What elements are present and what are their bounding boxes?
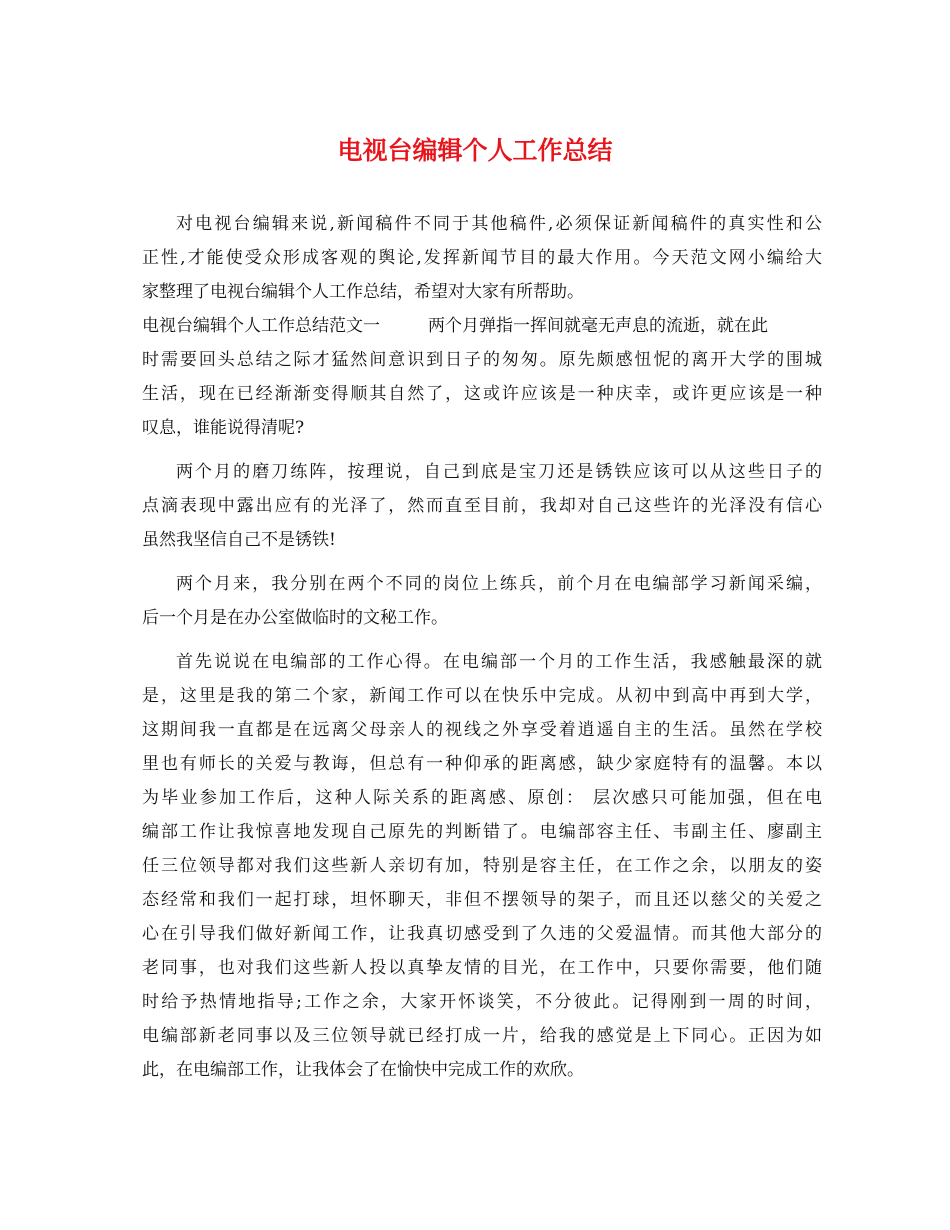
paragraph-line: 生活，现在已经渐渐变得顺其自然了，这或许应该是一种庆幸，或许更应该是一种: [142, 384, 822, 404]
paragraph-line: 点滴表现中露出应有的光泽了，然而直至目前，我却对自己这些许的光泽没有信心: [142, 496, 822, 516]
paragraph-line: 任三位领导都对我们这些新人亲切有加，特别是容主任，在工作之余，以朋友的姿: [142, 856, 822, 876]
paragraph-line: 此，在电编部工作，让我体会了在愉快中完成工作的欢欣。: [142, 1060, 584, 1080]
paragraph-line: 电编部新老同事以及三位领导就已经打成一片，给我的感觉是上下同心。正因为如: [142, 1026, 822, 1046]
paragraph-line: 里也有师长的关爱与教诲，但总有一种仰承的距离感，缺少家庭特有的温馨。本以: [142, 754, 822, 774]
section-text: 两个月弹指一挥间就毫无声息的流逝，就在此: [428, 316, 768, 336]
paragraph-line: 编部工作让我惊喜地发现自己原先的判断错了。电编部容主任、韦副主任、廖副主: [142, 822, 822, 842]
paragraph-line: 叹息，谁能说得清呢?: [142, 418, 305, 438]
paragraph-line: 家整理了电视台编辑个人工作总结，希望对大家有所帮助。: [142, 282, 584, 302]
paragraph-line: 虽然我坚信自己不是锈铁!: [142, 530, 336, 550]
paragraph-line: 正性,才能使受众形成客观的舆论,发挥新闻节目的最大作用。今天范文网小编给大: [142, 248, 822, 268]
paragraph-line: 对电视台编辑来说,新闻稿件不同于其他稿件,必须保证新闻稿件的真实性和公: [176, 214, 822, 234]
paragraph-line: 首先说说在电编部的工作心得。在电编部一个月的工作生活，我感触最深的就: [176, 652, 822, 672]
paragraph-line: 态经常和我们一起打球，坦怀聊天，非但不摆领导的架子，而且还以慈父的关爱之: [142, 890, 822, 910]
paragraph-line: 心在引导我们做好新闻工作，让我真切感受到了久违的父爱温情。而其他大部分的: [142, 924, 822, 944]
paragraph-line: 为毕业参加工作后，这种人际关系的距离感、原创： 层次感只可能加强，但在电: [142, 788, 822, 808]
paragraph-line: 老同事，也对我们这些新人投以真挚友情的目光，在工作中，只要你需要，他们随: [142, 958, 822, 978]
paragraph-line: [142, 309, 822, 343]
paragraph-line: 是，这里是我的第二个家，新闻工作可以在快乐中完成。从初中到高中再到大学，: [142, 686, 822, 706]
section-heading: 电视台编辑个人工作总结范文一: [142, 316, 380, 336]
paragraph-line: 两个月的磨刀练阵，按理说，自己到底是宝刀还是锈铁应该可以从这些日子的: [176, 462, 822, 482]
paragraph-line: 时给予热情地指导;工作之余，大家开怀谈笑，不分彼此。记得刚到一周的时间，: [142, 992, 822, 1012]
paragraph-line: 这期间我一直都是在远离父母亲人的视线之外享受着逍遥自主的生活。虽然在学校: [142, 720, 822, 740]
document-title: 电视台编辑个人工作总结: [337, 136, 613, 165]
paragraph-line: 两个月来，我分别在两个不同的岗位上练兵，前个月在电编部学习新闻采编，: [176, 574, 822, 594]
paragraph-line: 后一个月是在办公室做临时的文秘工作。: [142, 608, 448, 628]
paragraph-line: 时需要回头总结之际才猛然间意识到日子的匆匆。原先颇感忸怩的离开大学的围城: [142, 350, 822, 370]
